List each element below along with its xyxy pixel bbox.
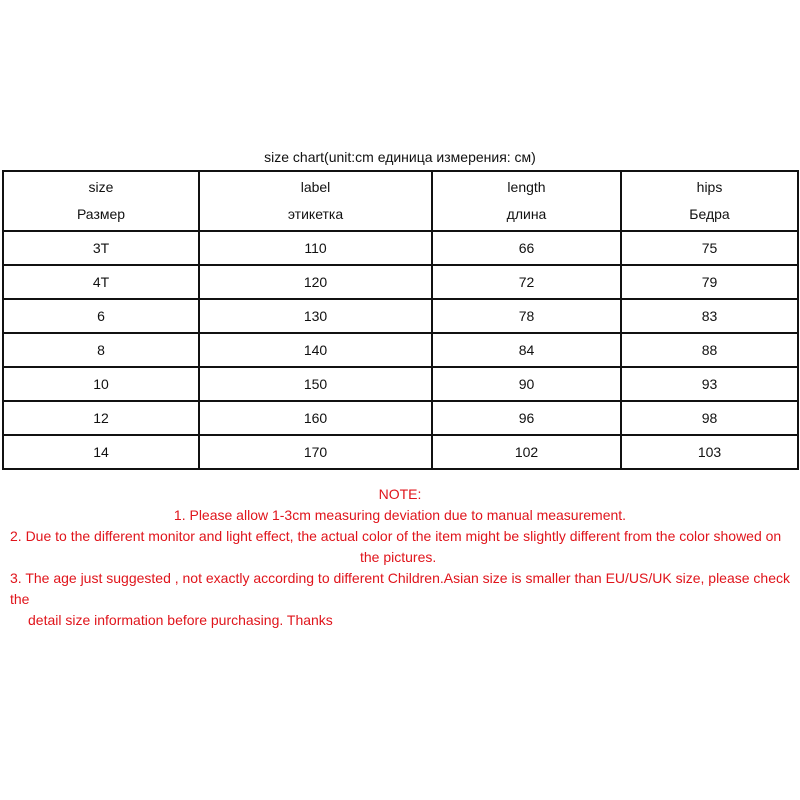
- cell-length: 72: [432, 265, 621, 299]
- header-hips: [621, 171, 798, 231]
- cell-length: 78: [432, 299, 621, 333]
- cell-label: 120: [199, 265, 432, 299]
- cell-length: 90: [432, 367, 621, 401]
- cell-label: 160: [199, 401, 432, 435]
- cell-label: 110: [199, 231, 432, 265]
- cell-label: 130: [199, 299, 432, 333]
- cell-hips: 83: [621, 299, 798, 333]
- note-2: 2. Due to the different monitor and light effect, the actual color of the item might be slightly different from the color showed on: [10, 528, 782, 544]
- cell-length: 102: [432, 435, 621, 469]
- header-length-en: length: [507, 179, 546, 195]
- note-title: NOTE:: [378, 486, 422, 502]
- note-2-continued: the pictures.: [360, 549, 437, 565]
- cell-label: 140: [199, 333, 432, 367]
- table-header-row: [3, 171, 798, 231]
- header-size: [3, 171, 199, 231]
- cell-size: 12: [3, 401, 199, 435]
- table-row: [3, 401, 798, 435]
- table-row: [3, 265, 798, 299]
- cell-hips: 75: [621, 231, 798, 265]
- cell-size: 4T: [3, 265, 199, 299]
- header-hips-ru: Бедра: [689, 206, 730, 222]
- cell-hips: 103: [621, 435, 798, 469]
- cell-hips: 88: [621, 333, 798, 367]
- note-3: 3. The age just suggested , not exactly according to different Children.Asian size is smaller than EU/US/UK size, please check the: [10, 570, 790, 607]
- cell-size: 8: [3, 333, 199, 367]
- cell-size: 14: [3, 435, 199, 469]
- cell-label: 170: [199, 435, 432, 469]
- cell-hips: 93: [621, 367, 798, 401]
- cell-size: 3T: [3, 231, 199, 265]
- header-label: [199, 171, 432, 231]
- table-row: [3, 231, 798, 265]
- note-1: 1. Please allow 1-3cm measuring deviation due to manual measurement.: [173, 507, 627, 523]
- header-label-en: label: [300, 179, 331, 195]
- cell-length: 84: [432, 333, 621, 367]
- table-row: [3, 435, 798, 469]
- header-length-ru: длина: [506, 206, 547, 222]
- header-label-ru: этикетка: [287, 206, 344, 222]
- cell-length: 66: [432, 231, 621, 265]
- cell-size: 6: [3, 299, 199, 333]
- size-chart-table: [2, 170, 799, 470]
- page-title: size chart(unit:cm единица измерения: см): [264, 149, 536, 165]
- cell-hips: 98: [621, 401, 798, 435]
- table-row: [3, 299, 798, 333]
- note-3-continued: detail size information before purchasing. Thanks: [28, 612, 333, 628]
- header-hips-en: hips: [696, 179, 723, 195]
- cell-length: 96: [432, 401, 621, 435]
- table-row: [3, 333, 798, 367]
- cell-hips: 79: [621, 265, 798, 299]
- header-size-en: size: [88, 179, 114, 195]
- header-length: [432, 171, 621, 231]
- header-size-ru: Размер: [76, 206, 126, 222]
- table-row: [3, 367, 798, 401]
- cell-label: 150: [199, 367, 432, 401]
- cell-size: 10: [3, 367, 199, 401]
- notes-section: [0, 484, 800, 631]
